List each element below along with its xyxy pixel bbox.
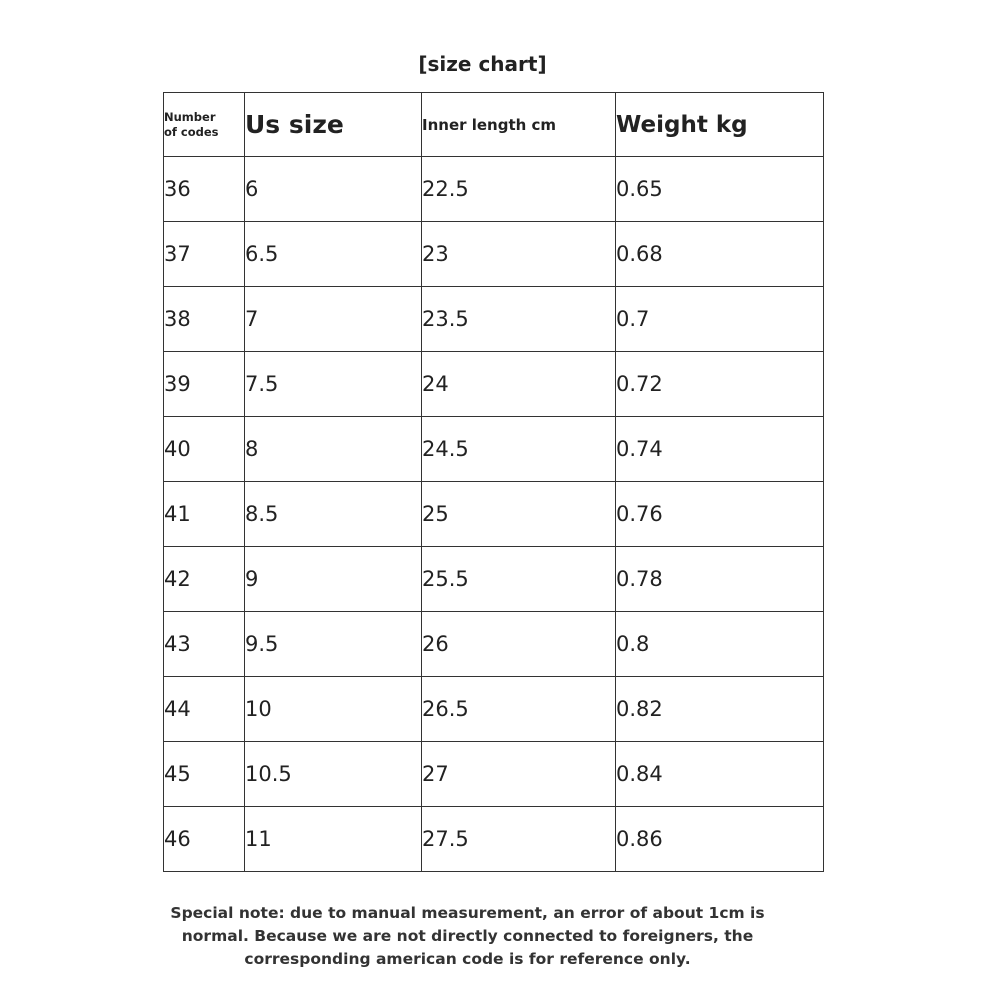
cell-weight: 0.7: [616, 287, 824, 352]
cell-us-size: 6: [245, 157, 422, 222]
cell-number-of-codes: 39: [164, 352, 245, 417]
table-row: [164, 222, 824, 287]
cell-number-of-codes: 38: [164, 287, 245, 352]
header-row: [164, 93, 824, 157]
cell-inner-length: 25: [422, 482, 616, 547]
note-line-1: Special note: due to manual measurement, an error of about 1cm is: [170, 904, 765, 922]
cell-us-size: 8.5: [245, 482, 422, 547]
cell-inner-length: 22.5: [422, 157, 616, 222]
cell-number-of-codes: 40: [164, 417, 245, 482]
header-us-size: Us size: [245, 93, 422, 157]
table-row: [164, 742, 824, 807]
cell-weight: 0.65: [616, 157, 824, 222]
cell-us-size: 10: [245, 677, 422, 742]
cell-us-size: 7: [245, 287, 422, 352]
cell-weight: 0.74: [616, 417, 824, 482]
note-line-3: corresponding american code is for reference only.: [244, 950, 691, 968]
cell-number-of-codes: 41: [164, 482, 245, 547]
cell-number-of-codes: 43: [164, 612, 245, 677]
header-code-line2: of codes: [164, 124, 219, 139]
table-row: [164, 352, 824, 417]
cell-us-size: 7.5: [245, 352, 422, 417]
cell-us-size: 9: [245, 547, 422, 612]
cell-weight: 0.8: [616, 612, 824, 677]
table-row: [164, 807, 824, 872]
cell-inner-length: 26: [422, 612, 616, 677]
table-header: [164, 93, 824, 157]
cell-inner-length: 26.5: [422, 677, 616, 742]
note-line-2: normal. Because we are not directly connected to foreigners, the: [181, 927, 754, 945]
cell-inner-length: 27: [422, 742, 616, 807]
table-row: [164, 157, 824, 222]
cell-us-size: 8: [245, 417, 422, 482]
cell-number-of-codes: 45: [164, 742, 245, 807]
table-body: [164, 157, 824, 872]
cell-inner-length: 23.5: [422, 287, 616, 352]
cell-weight: 0.68: [616, 222, 824, 287]
cell-us-size: 11: [245, 807, 422, 872]
cell-number-of-codes: 37: [164, 222, 245, 287]
table-row: [164, 547, 824, 612]
table-row: [164, 417, 824, 482]
cell-inner-length: 24: [422, 352, 616, 417]
cell-us-size: 6.5: [245, 222, 422, 287]
special-note: [0, 902, 935, 971]
header-number-of-codes: [164, 93, 245, 157]
header-code-line1: Number: [164, 109, 216, 124]
cell-number-of-codes: 42: [164, 547, 245, 612]
cell-inner-length: 27.5: [422, 807, 616, 872]
cell-inner-length: 25.5: [422, 547, 616, 612]
table-row: [164, 677, 824, 742]
cell-us-size: 9.5: [245, 612, 422, 677]
header-weight: Weight kg: [616, 93, 824, 157]
cell-weight: 0.72: [616, 352, 824, 417]
cell-number-of-codes: 36: [164, 157, 245, 222]
cell-inner-length: 24.5: [422, 417, 616, 482]
cell-us-size: 10.5: [245, 742, 422, 807]
table-row: [164, 287, 824, 352]
cell-weight: 0.76: [616, 482, 824, 547]
cell-weight: 0.84: [616, 742, 824, 807]
cell-weight: 0.86: [616, 807, 824, 872]
size-chart-table: [163, 92, 824, 872]
cell-weight: 0.78: [616, 547, 824, 612]
page-title: [size chart]: [418, 52, 547, 76]
cell-number-of-codes: 44: [164, 677, 245, 742]
header-inner-length: Inner length cm: [422, 93, 616, 157]
cell-inner-length: 23: [422, 222, 616, 287]
cell-number-of-codes: 46: [164, 807, 245, 872]
table-row: [164, 482, 824, 547]
cell-weight: 0.82: [616, 677, 824, 742]
table-row: [164, 612, 824, 677]
